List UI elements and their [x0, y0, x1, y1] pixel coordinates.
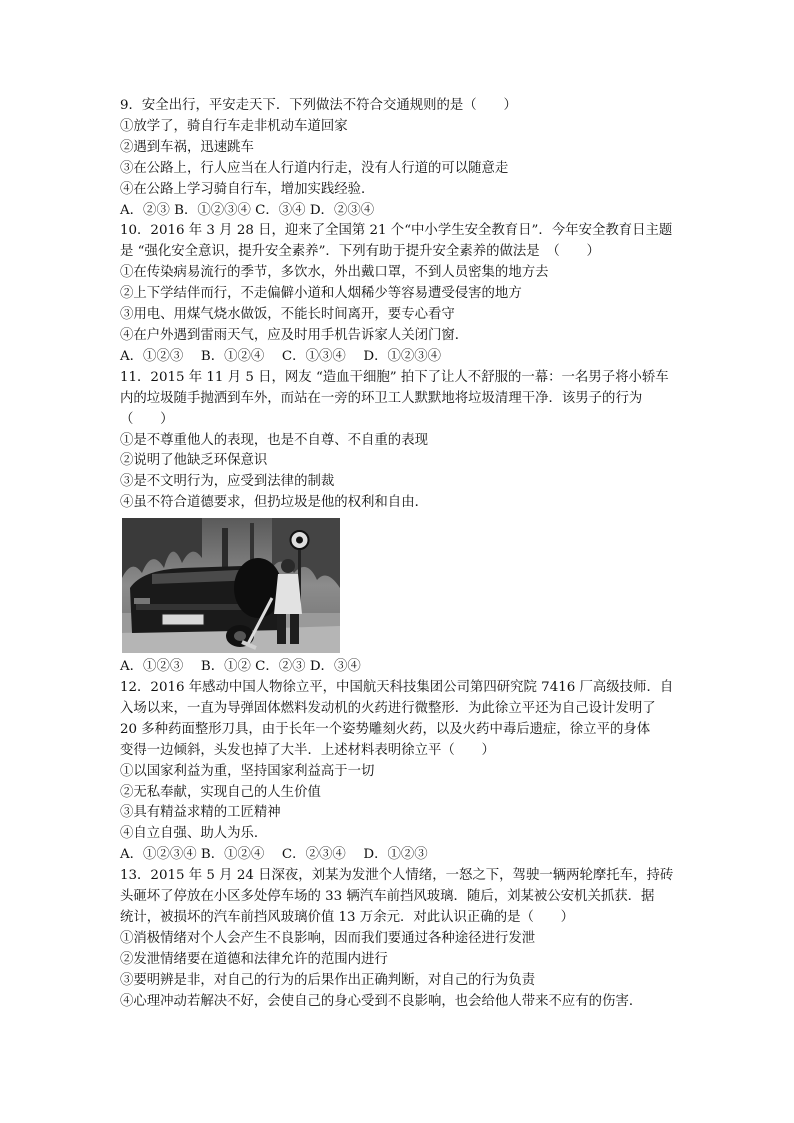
- option: ③是不文明行为，应受到法律的制裁: [120, 474, 335, 490]
- option: ④虽不符合道德要求，但扔垃圾是他的权利和自由．: [120, 495, 428, 511]
- question-stem: （ ）: [120, 411, 174, 427]
- option: ③用电、用煤气烧水做饭，不能长时间离开，要专心看守: [120, 307, 455, 323]
- question-stem: 入场以来，一直为导弹固体燃料发动机的火药进行微整形．为此徐立平还为自己设计发明了: [120, 700, 656, 716]
- question-stem: 20 多种药面整形刀具，由于长年一个姿势雕刻火药，以及火药中毒后遗症，徐立平的身体: [120, 721, 651, 737]
- question-stem: 13．2015 年 5 月 24 日深夜，刘某为发泄个人情绪，一怒之下，驾驶一辆两轮摩托车，持砖: [120, 868, 674, 884]
- question-stem: 头砸坏了停放在小区多处停车场的 33 辆汽车前挡风玻璃．随后，刘某被公安机关抓获．据: [120, 889, 655, 905]
- question-stem: 内的垃圾随手抛洒到车外，而站在一旁的环卫工人默默地将垃圾清理干净．该男子的行为: [120, 390, 643, 406]
- question-10: [120, 221, 680, 367]
- option: ②遇到车祸，迅速跳车: [120, 139, 254, 155]
- option: ①消极情绪对个人会产生不良影响，因而我们要通过各种途径进行发泄: [120, 930, 536, 946]
- question-stem: 12．2016 年感动中国人物徐立平，中国航天科技集团公司第四研究院 7416 厂高级技师．自: [120, 680, 674, 696]
- exam-page: [120, 96, 680, 1013]
- option: ②发泄情绪要在道德和法律允许的范围内进行: [120, 951, 388, 967]
- question-stem: 10．2016 年 3 月 28 日，迎来了全国第 21 个“中小学生安全教育日”．今年安全教育日主题: [120, 223, 673, 239]
- answer-choices: A．②③ B．①②③④ C．③④ D．②③④: [120, 202, 375, 218]
- answer-choices: A．①②③④ B．①②④ C．②③④ D．①②③: [120, 847, 428, 863]
- option: ③要明辨是非，对自己的行为的后果作出正确判断，对自己的行为负责: [120, 972, 536, 988]
- question-stem: 变得一边倾斜，头发也掉了大半．上述材料表明徐立平（ ）: [120, 742, 495, 758]
- option: ④自立自强、助人为乐．: [120, 826, 268, 842]
- question-9: [120, 96, 680, 221]
- question-11: [120, 368, 680, 678]
- option: ②上下学结伴而行，不走偏僻小道和人烟稀少等容易遭受侵害的地方: [120, 286, 522, 302]
- option: ②说明了他缺乏环保意识: [120, 453, 268, 469]
- answer-choices: A．①②③ B．①② C．②③ D．③④: [120, 659, 361, 675]
- option: ③具有精益求精的工匠精神: [120, 805, 281, 821]
- option: ①放学了，骑自行车走非机动车道回家: [120, 118, 348, 134]
- question-stem: 统计，被损坏的汽车前挡风玻璃价值 13 万余元．对此认识正确的是（ ）: [120, 910, 575, 925]
- question-stem: 9．安全出行，平安走天下．下列做法不符合交通规则的是（ ）: [120, 98, 517, 113]
- option: ①是不尊重他人的表现，也是不自尊、不自重的表现: [120, 432, 428, 448]
- option: ①在传染病易流行的季节，多饮水，外出戴口罩，不到人员密集的地方去: [120, 265, 549, 281]
- option: ④在户外遇到雷雨天气，应及时用手机告诉家人关闭门窗．: [120, 327, 469, 343]
- question-13: [120, 866, 680, 1012]
- question-stem: 11．2015 年 11 月 5 日，网友 “造血干细胞” 拍下了让人不舒服的一幕：一名男子将小轿车: [120, 369, 669, 385]
- question-stem: 是 “强化安全意识，提升安全素养”．下列有助于提升安全素养的做法是 （ ）: [120, 244, 600, 260]
- question-12: [120, 678, 680, 866]
- option: ③在公路上，行人应当在人行道内行走，没有人行道的可以随意走: [120, 160, 509, 176]
- option: ④心理冲动若解决不好，会使自己的身心受到不良影响，也会给他人带来不应有的伤害．: [120, 993, 643, 1009]
- option: ①以国家利益为重，坚持国家利益高于一切: [120, 763, 375, 779]
- option: ②无私奉献，实现自己的人生价值: [120, 784, 321, 800]
- option: ④在公路上学习骑自行车，增加实践经验．: [120, 181, 375, 197]
- answer-choices: A．①②③ B．①②④ C．①③④ D．①②③④: [120, 348, 442, 364]
- car-litter-photo: [122, 518, 340, 653]
